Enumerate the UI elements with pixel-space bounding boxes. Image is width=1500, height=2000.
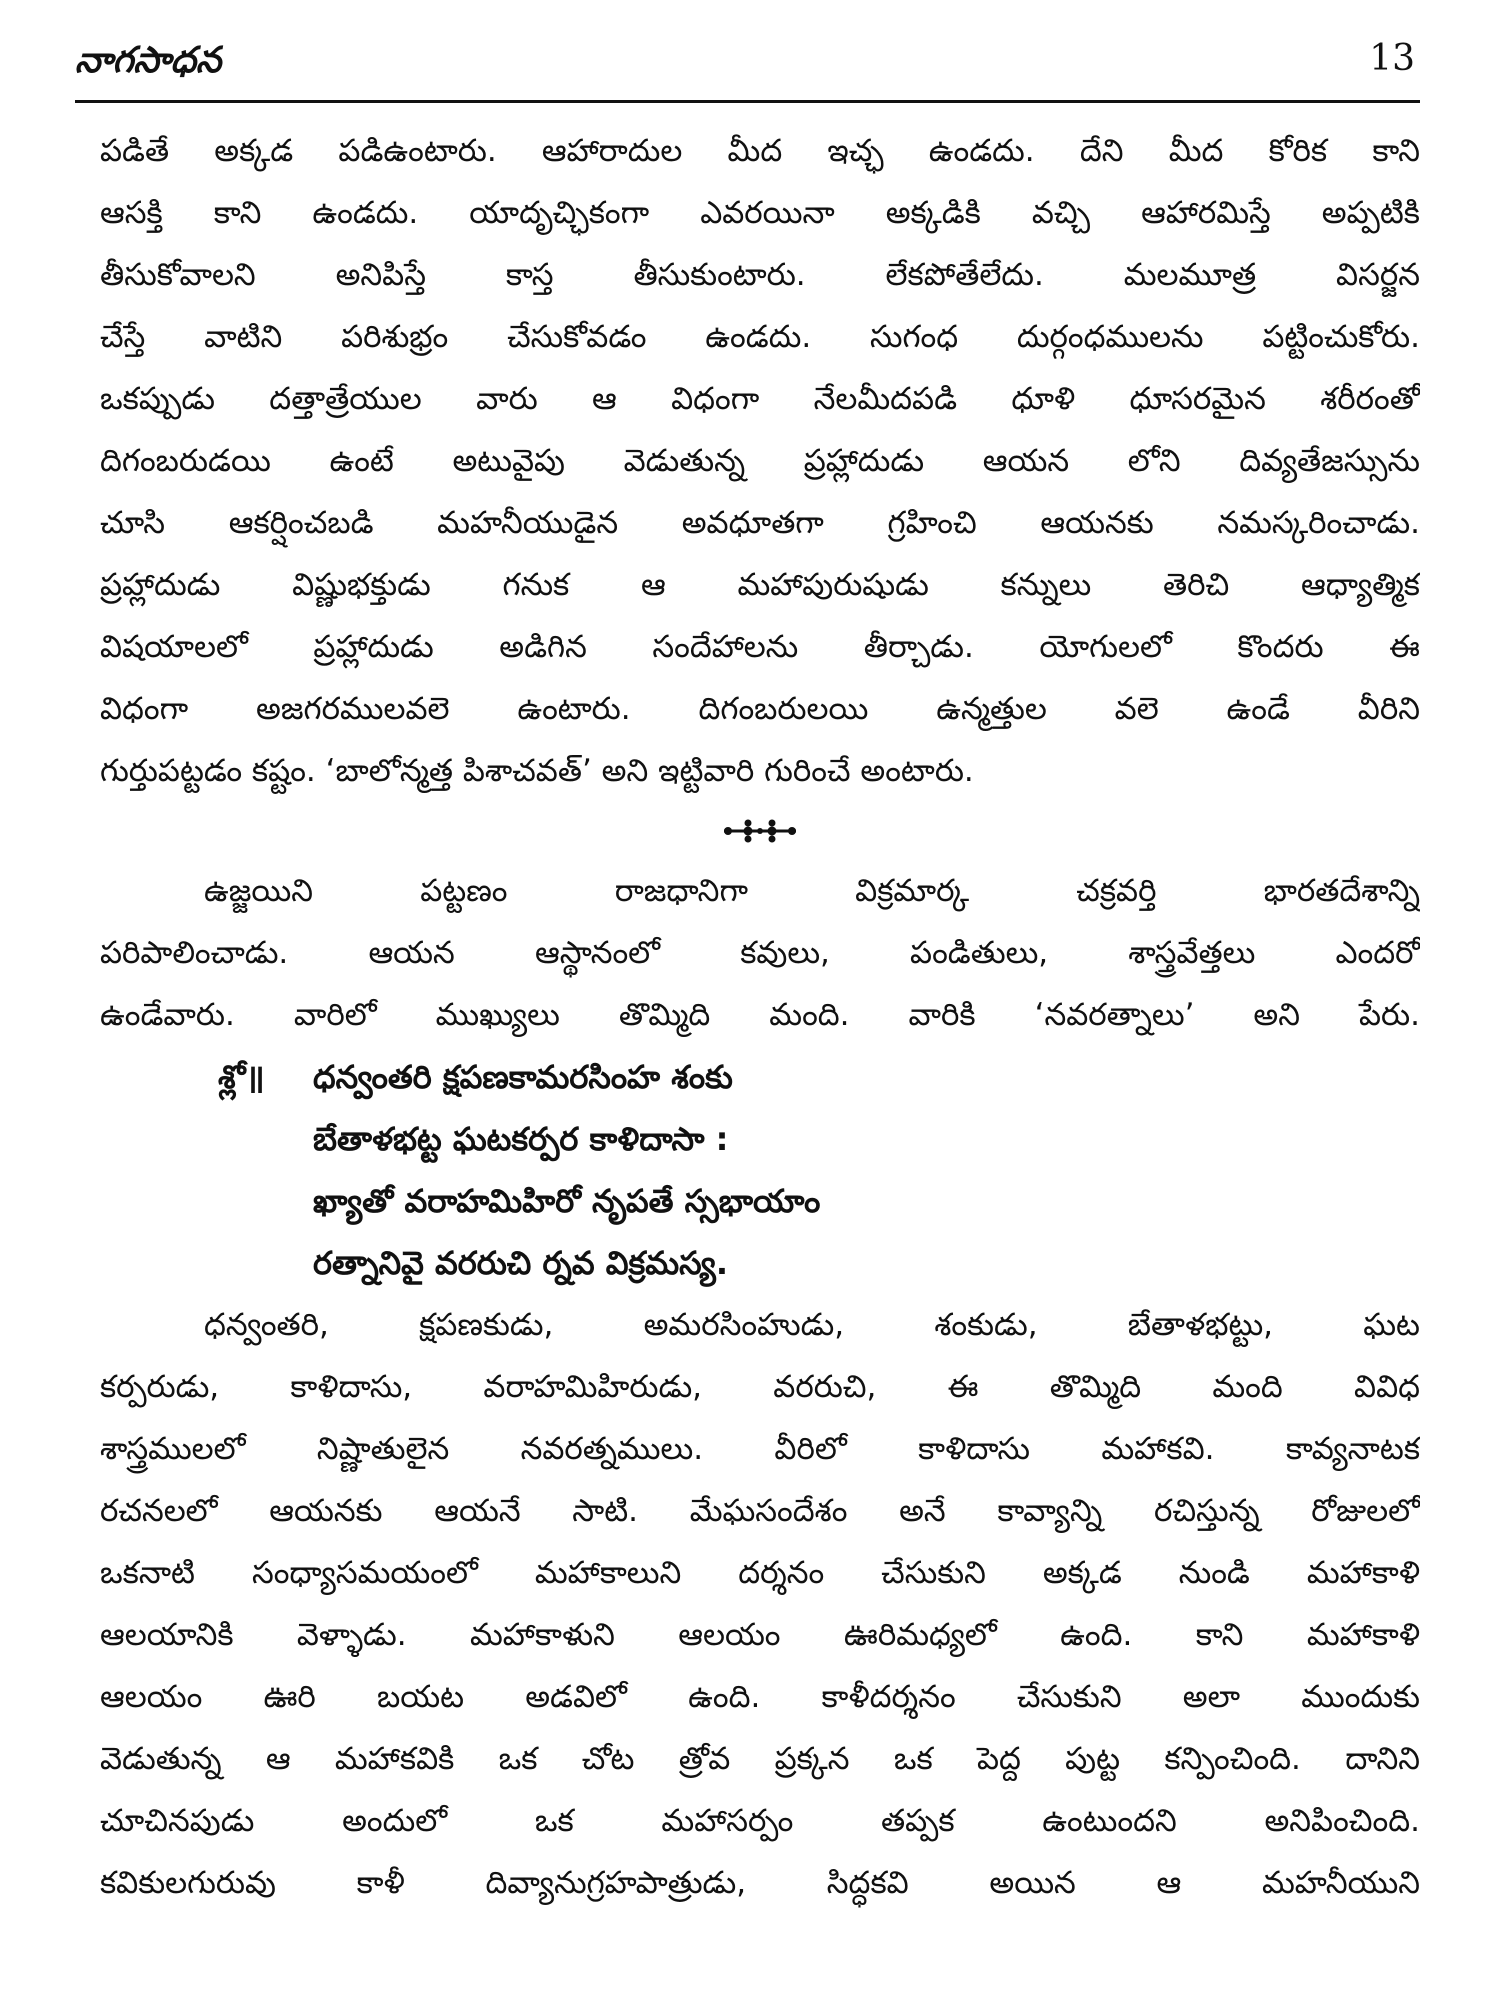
page-number: 13 xyxy=(1369,38,1415,79)
page-header xyxy=(75,38,1415,98)
text-line: కర్పరుడు, కాళిదాసు, వరాహమిహిరుడు, వరరుచి, ఈ తొమ్మిది మంది వివిధ xyxy=(100,1369,1420,1405)
text-line: శాస్త్రములలో నిష్ణాతులైన నవరత్నములు. వీరిలో కాళిదాసు మహాకవి. కావ్యనాటక xyxy=(100,1431,1420,1467)
text-line: వెడుతున్న ఆ మహాకవికి ఒక చోట త్రోవ ప్రక్కన ఒక పెద్ద పుట్ట కన్పించింది. దానిని xyxy=(100,1741,1420,1777)
verse-line: రత్నానివై వరరుచి ర్నవ విక్రమస్య. xyxy=(313,1244,728,1282)
text-line: ఆలయం ఊరి బయట అడవిలో ఉంది. కాళీదర్శనం చేసుకుని అలా ముందుకు xyxy=(100,1679,1420,1715)
text-line: ఆలయానికి వెళ్ళాడు. మహాకాళుని ఆలయం ఊరిమధ్యలో ఉంది. కాని మహాకాళి xyxy=(100,1617,1420,1653)
verse-line: బేతాళభట్ట ఘటకర్పర కాళిదాసా : xyxy=(313,1120,729,1158)
paragraph-2 xyxy=(100,860,1420,1046)
header-rule xyxy=(75,100,1420,103)
text-line: రచనలలో ఆయనకు ఆయనే సాటి. మేఘసందేశం అనే కావ్యాన్ని రచిస్తున్న రోజులలో xyxy=(100,1493,1420,1529)
text-line: విధంగా అజగరములవలె ఉంటారు. దిగంబరులయి ఉన్మత్తుల వలె ఉండే వీరిని xyxy=(100,691,1420,727)
section-ornament xyxy=(100,802,1420,860)
page-body xyxy=(100,120,1420,1914)
text-line: పరిపాలించాడు. ఆయన ఆస్థానంలో కవులు, పండితులు, శాస్త్రవేత్తలు ఎందరో xyxy=(100,935,1420,971)
text-line: ఆసక్తి కాని ఉండదు. యాదృచ్ఛికంగా ఎవరయినా అక్కడికి వచ్చి ఆహారమిస్తే అప్పటికి xyxy=(100,195,1420,231)
text-line: ధన్వంతరి, క్షపణకుడు, అమరసింహుడు, శంకుడు, బేతాళభట్టు, ఘట xyxy=(204,1307,1420,1343)
verse-line xyxy=(218,1046,1420,1108)
floral-divider-icon xyxy=(720,817,800,845)
text-line: ఉజ్జయిని పట్టణం రాజధానిగా విక్రమార్క చక్రవర్తి భారతదేశాన్ని xyxy=(204,873,1420,909)
verse-line: ఖ్యాతో వరాహమిహిరో నృపతే స్సభాయాం xyxy=(313,1182,821,1220)
text-line: దిగంబరుడయి ఉంటే అటువైపు వెడుతున్న ప్రహ్లాదుడు ఆయన లోని దివ్యతేజస్సును xyxy=(100,443,1420,479)
text-line: ఉండేవారు. వారిలో ముఖ్యులు తొమ్మిది మంది. వారికి ‘నవరత్నాలు’ అని పేరు. xyxy=(100,997,1420,1033)
text-line: కవికులగురువు కాళీ దివ్యానుగ్రహపాత్రుడు, సిద్ధకవి అయిన ఆ మహనీయుని xyxy=(100,1865,1420,1901)
text-line: చూచినపుడు అందులో ఒక మహాసర్పం తప్పక ఉంటుందని అనిపించింది. xyxy=(100,1803,1420,1839)
sanskrit-verse xyxy=(100,1046,1420,1294)
text-line: ఒకనాటి సంధ్యాసమయంలో మహాకాలుని దర్శనం చేసుకుని అక్కడ నుండి మహాకాళి xyxy=(100,1555,1420,1591)
text-line: ప్రహ్లాదుడు విష్ణుభక్తుడు గనుక ఆ మహాపురుషుడు కన్నులు తెరిచి ఆధ్యాత్మిక xyxy=(100,567,1420,603)
text-line: చేస్తే వాటిని పరిశుభ్రం చేసుకోవడం ఉండదు. సుగంధ దుర్గంధములను పట్టించుకోరు. xyxy=(100,319,1420,355)
text-line: తీసుకోవాలని అనిపిస్తే కాస్త తీసుకుంటారు. లేకపోతేలేదు. మలమూత్ర విసర్జన xyxy=(100,257,1420,293)
verse-mark: శ్లో॥ xyxy=(218,1058,265,1096)
text-line: ఒకప్పుడు దత్తాత్రేయుల వారు ఆ విధంగా నేలమీదపడి ధూళి ధూసరమైన శరీరంతో xyxy=(100,381,1420,417)
verse-line-text: ధన్వంతరి క్షపణకామరసింహ శంకు xyxy=(313,1058,733,1096)
text-line: చూసి ఆకర్షించబడి మహనీయుడైన అవధూతగా గ్రహించి ఆయనకు నమస్కరించాడు. xyxy=(100,505,1420,541)
paragraph-3 xyxy=(100,1294,1420,1914)
text-line: గుర్తుపట్టడం కష్టం. ‘బాలోన్మత్త పిశాచవత్’ అని ఇట్టివారి గురించే అంటారు. xyxy=(100,753,974,789)
paragraph-1 xyxy=(100,120,1420,802)
text-line: విషయాలలో ప్రహ్లాదుడు అడిగిన సందేహాలను తీర్చాడు. యోగులలో కొందరు ఈ xyxy=(100,629,1420,665)
text-line: పడితే అక్కడ పడిఉంటారు. ఆహారాదుల మీద ఇచ్ఛ ఉండదు. దేని మీద కోరిక కాని xyxy=(100,133,1420,169)
running-title: నాగసాధన xyxy=(75,40,222,81)
